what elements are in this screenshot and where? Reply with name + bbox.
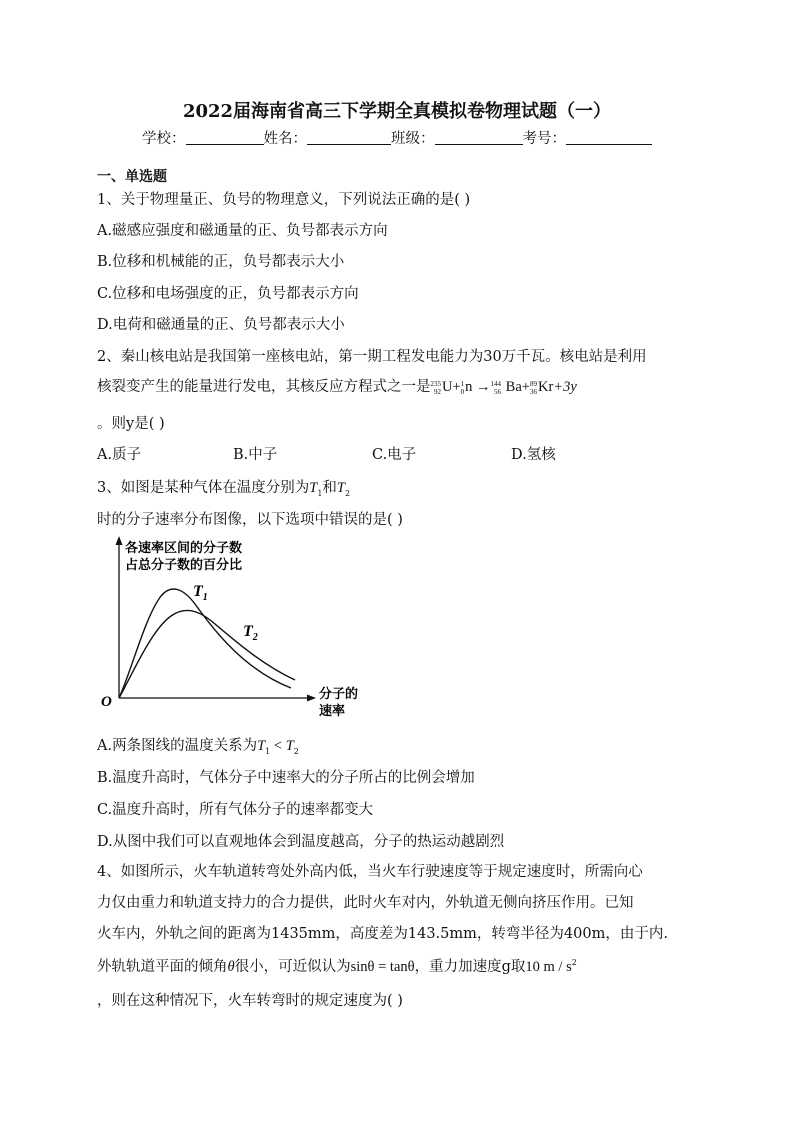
t2-curve-label xyxy=(243,623,258,643)
y-label-line2: 占总分子数的百分比 xyxy=(125,558,243,573)
arrow-symbol: → xyxy=(476,379,491,395)
q3-a-sub2: 2 xyxy=(293,746,299,756)
q1-option-b: B.位移和机械能的正，负号都表示大小 xyxy=(97,254,345,270)
q2-line2-text: 核裂变产生的能量进行发电，其核反应方程式之一是 xyxy=(97,379,431,395)
y-axis-arrow xyxy=(116,536,123,545)
t1-subscript: 1 xyxy=(317,488,323,498)
q3-option-c: C.温度升高时，所有气体分子的速率都变大 xyxy=(97,802,374,818)
kr-mass: 89 xyxy=(529,379,537,388)
y-label-line1: 各速率区间的分子数 xyxy=(125,541,243,556)
q4-line1: 4、如图所示，火车轨道转弯处外高内低，当火车行驶速度等于规定速度时，所需向心 xyxy=(97,864,643,880)
q2-option-d: D.氢核 xyxy=(511,447,556,463)
speed-distribution-figure xyxy=(95,532,375,722)
nuclear-equation: 235 92 U+ 1 0 n → 144 56 Ba+ 89 36 Kr+3y xyxy=(430,379,577,396)
t1-curve-letter: T xyxy=(193,583,203,600)
less-than: < xyxy=(270,738,286,754)
q2-line1: 2、秦山核电站是我国第一座核电站，第一期工程发电能力为30万千瓦。核电站是利用 xyxy=(97,349,647,365)
kr-symbol: Kr xyxy=(537,379,554,395)
exam-no-field[interactable] xyxy=(566,130,652,145)
t2-curve-subscript: 2 xyxy=(252,632,258,643)
ba-mass: 144 xyxy=(490,379,502,388)
q3-line1-text: 3、如图是某种气体在温度分别为 xyxy=(97,480,310,496)
q4-line5: ，则在这种情况下，火车转弯时的规定速度为( ) xyxy=(97,993,403,1009)
name-label: 姓名： xyxy=(263,131,307,147)
q4-line4-c: ，重力加速度g取 xyxy=(414,959,526,975)
q1-option-c: C.位移和电场强度的正，负号都表示方向 xyxy=(97,286,359,302)
q3-option-a xyxy=(97,734,299,756)
approx-formula: sinθ = tanθ xyxy=(350,959,415,975)
q4-line2: 力仅由重力和轨道支持力的合力提供，此时火车对内，外轨道无侧向挤压作用。已知 xyxy=(97,895,634,911)
ba-number: 56 xyxy=(494,387,502,396)
q3-a-sub1: 1 xyxy=(265,746,271,756)
q4-line4-a: 外轨轨道平面的倾角 xyxy=(97,959,228,975)
q3-option-a-text: A.两条图线的温度关系为 xyxy=(97,738,258,754)
t1-symbol: T xyxy=(309,480,318,496)
n-number: 0 xyxy=(460,387,465,396)
q1-stem: 1、关于物理量正、负号的物理意义，下列说法正确的是( ) xyxy=(97,192,471,208)
n-mass: 1 xyxy=(460,379,465,388)
and-text: 和 xyxy=(322,480,337,496)
q2-line3: 。则y是( ) xyxy=(97,416,165,432)
section-heading: 一、单选题 xyxy=(97,169,167,185)
q1-option-d: D.电荷和磁通量的正、负号都表示大小 xyxy=(97,317,345,333)
kr-number: 36 xyxy=(529,387,537,396)
q2-option-b: B.中子 xyxy=(233,447,278,463)
x-label-line2: 速率 xyxy=(319,704,346,719)
class-field[interactable] xyxy=(435,130,523,145)
x-label-line1: 分子的 xyxy=(319,687,359,702)
q3-a-t1: T xyxy=(257,738,266,754)
t1-curve xyxy=(119,589,291,698)
q4-line4-b: 很小，可近似认为 xyxy=(234,959,351,975)
class-label: 班级： xyxy=(391,131,435,147)
school-label: 学校： xyxy=(142,131,186,147)
q2-line2 xyxy=(97,375,577,396)
name-field[interactable] xyxy=(307,130,391,145)
q4-line4 xyxy=(97,955,577,976)
q3-a-t2: T xyxy=(285,738,294,754)
t1-curve-subscript: 1 xyxy=(202,592,208,603)
g-value: 10 m / s xyxy=(525,959,572,975)
eq-tail: +3y xyxy=(553,379,577,395)
t2-curve xyxy=(119,610,295,698)
page-title: 2022届海南省高三下学期全真模拟卷物理试题（一） xyxy=(182,101,612,122)
q3-option-d: D.从图中我们可以直观地体会到温度越高，分子的热运动越剧烈 xyxy=(97,834,505,850)
n-symbol: n xyxy=(465,379,473,395)
q2-option-a: A.质子 xyxy=(97,447,142,463)
q3-line2: 时的分子速率分布图像，以下选项中错误的是( ) xyxy=(97,512,403,528)
u-symbol: U xyxy=(442,379,453,395)
q2-option-c: C.电子 xyxy=(372,447,417,463)
origin-label: O xyxy=(101,694,112,710)
u-number: 92 xyxy=(434,387,441,396)
t1-curve-label xyxy=(193,583,208,603)
exam-no-label: 考号： xyxy=(522,131,566,147)
x-axis-arrow xyxy=(307,695,316,702)
theta-symbol: θ xyxy=(227,959,235,975)
t2-symbol: T xyxy=(336,480,345,496)
q1-option-a: A.磁感应强度和磁通量的正、负号都表示方向 xyxy=(97,223,388,239)
school-field[interactable] xyxy=(186,130,264,145)
g-exponent: 2 xyxy=(571,958,577,968)
u-mass: 235 xyxy=(430,379,441,388)
t2-curve-letter: T xyxy=(243,623,253,640)
student-info-line xyxy=(0,127,794,148)
q3-option-b: B.温度升高时，气体分子中速率大的分子所占的比例会增加 xyxy=(97,770,475,786)
t2-subscript: 2 xyxy=(344,488,351,498)
ba-symbol: Ba xyxy=(505,379,522,395)
q3-line1 xyxy=(97,476,350,498)
q4-line3: 火车内，外轨之间的距离为1435mm，高度差为143.5mm，转弯半径为400m，由于内. xyxy=(97,926,668,942)
